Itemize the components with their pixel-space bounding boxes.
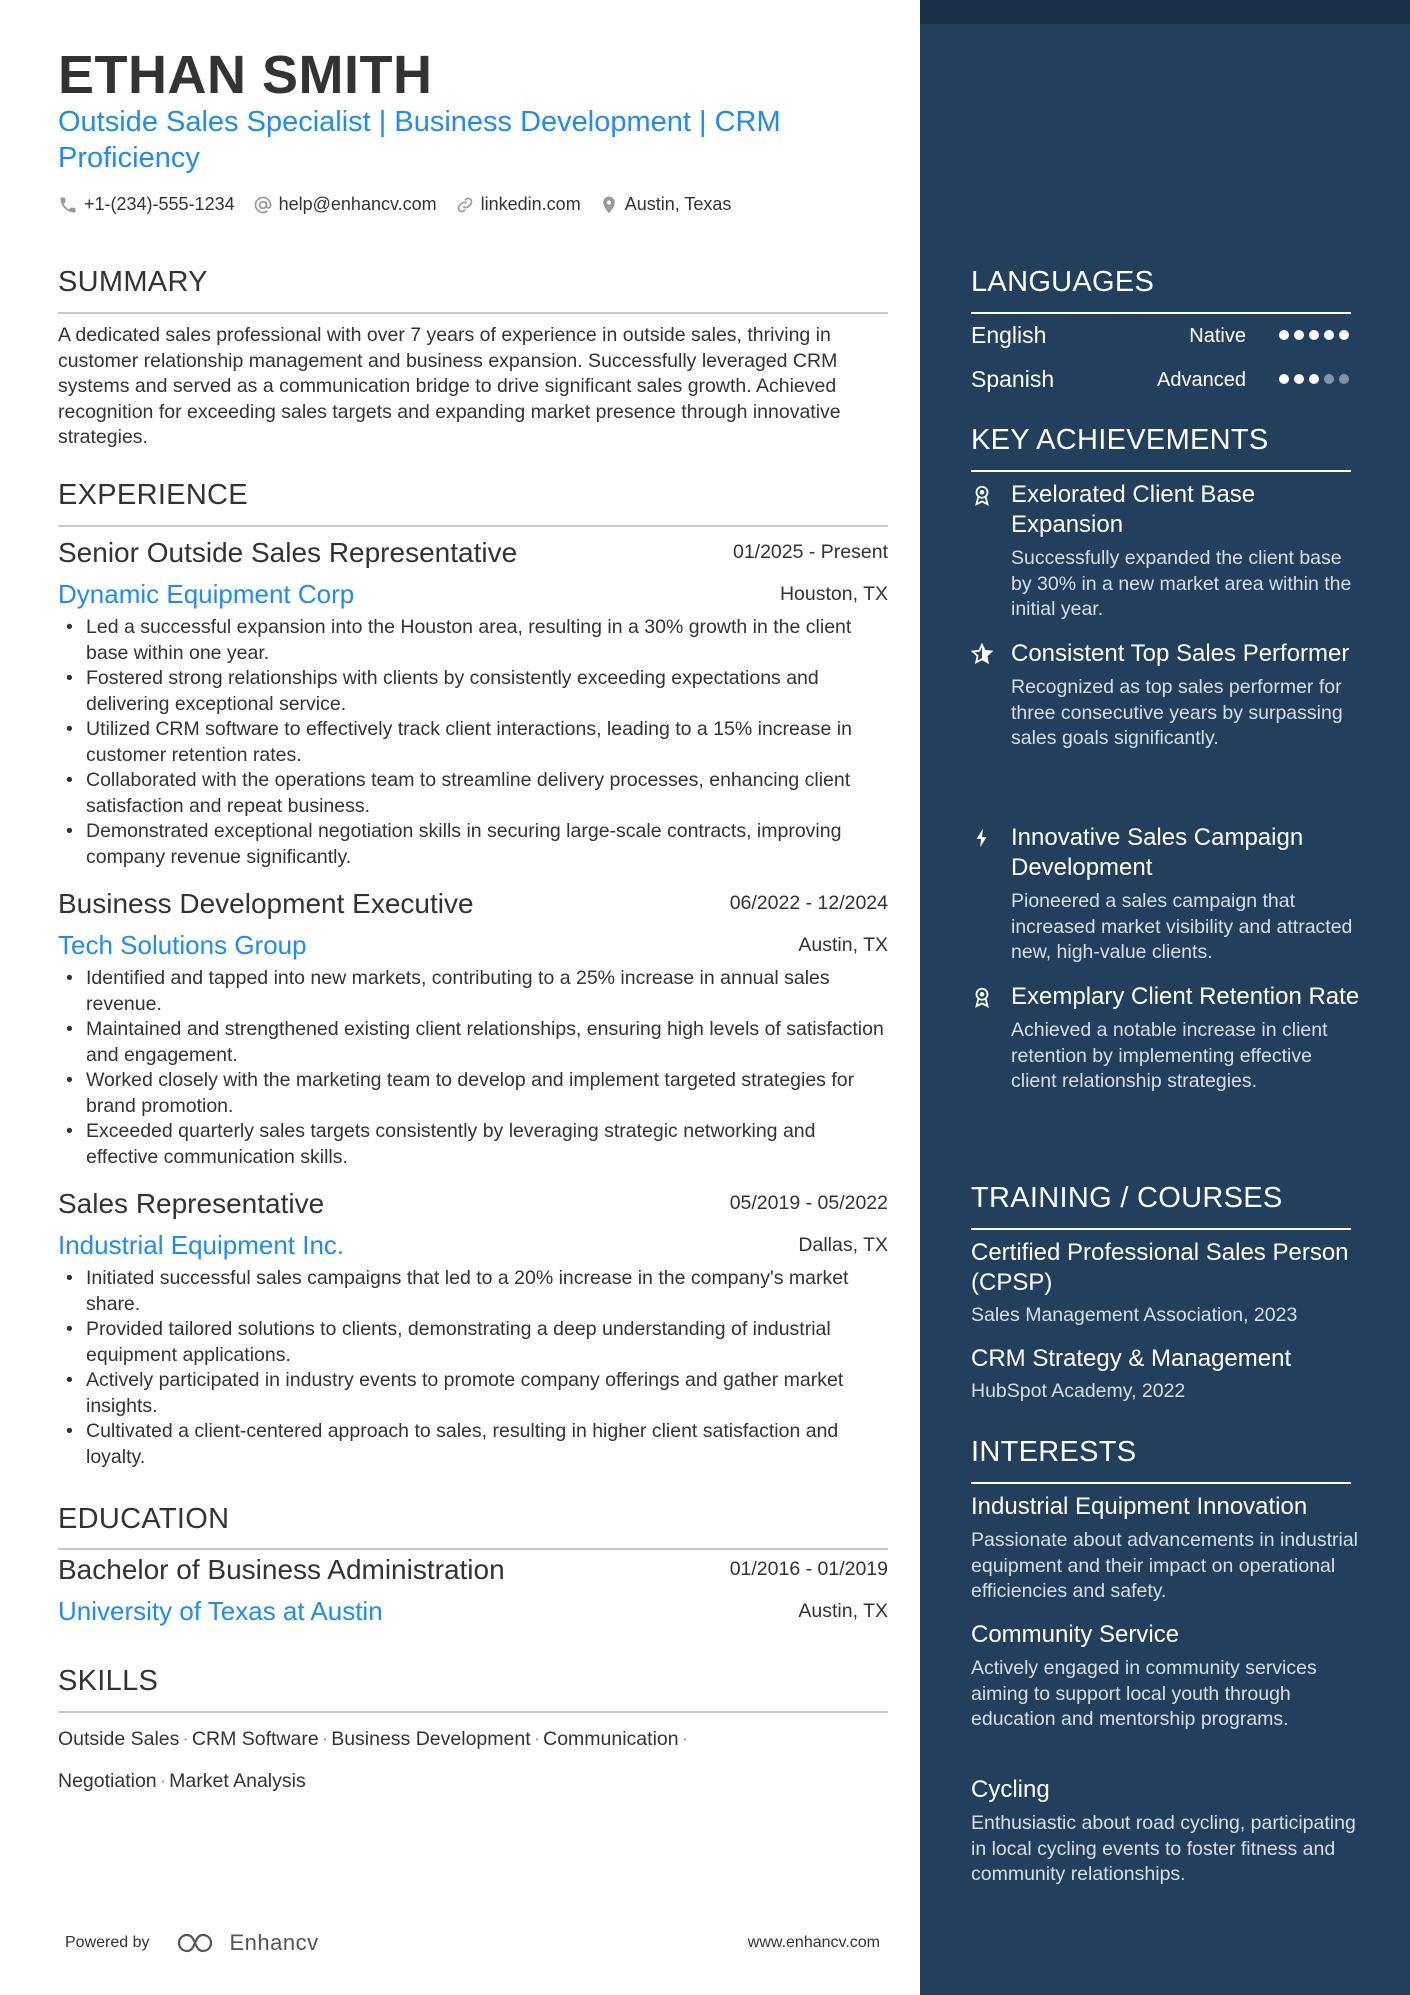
achievement-item — [971, 639, 1361, 752]
rating-dot-filled — [1309, 374, 1319, 384]
footer-powered — [65, 1930, 319, 1956]
achievement-item — [971, 982, 1361, 1095]
rating-dot-filled — [1309, 330, 1319, 340]
section-divider — [971, 1228, 1351, 1230]
education-date: 01/2016 - 01/2019 — [729, 1558, 888, 1580]
location-pin-icon — [599, 195, 619, 215]
skill-tag: Negotiation — [58, 1770, 157, 1792]
skills-list — [58, 1718, 898, 1802]
rating-dot-filled — [1279, 374, 1289, 384]
achievement-desc: Successfully expanded the client base by 30% in a new market area within the initial year. — [1011, 547, 1352, 620]
job-date: 05/2019 - 05/2022 — [729, 1192, 888, 1214]
skill-separator: · — [159, 1770, 167, 1792]
job-bullet: • Fostered strong relationships with clients by consistently exceeding expectations and delivering exceptional service. — [58, 666, 888, 717]
interest-title: Industrial Equipment Innovation — [971, 1493, 1308, 1520]
language-row — [971, 366, 1351, 398]
job-bullets — [58, 1266, 888, 1470]
language-rating — [1279, 330, 1349, 340]
section-divider — [58, 1711, 888, 1713]
section-divider — [971, 470, 1351, 472]
skill-separator: · — [681, 1728, 689, 1750]
rating-dot-empty — [1324, 374, 1334, 384]
section-title-training: TRAINING / COURSES — [971, 1182, 1283, 1214]
star-icon — [971, 643, 993, 665]
job-title: Business Development Executive — [58, 888, 474, 919]
skill-separator: · — [321, 1728, 329, 1750]
degree: Bachelor of Business Administration — [58, 1554, 505, 1585]
achievement-title: Innovative Sales Campaign Development — [1011, 824, 1304, 881]
job-location: Austin, TX — [798, 934, 888, 956]
language-level: Native — [1189, 325, 1246, 347]
job-title: Sales Representative — [58, 1188, 325, 1219]
job-title: Senior Outside Sales Representative — [58, 537, 518, 568]
job-bullet: • Demonstrated exceptional negotiation skills in securing large-scale contracts, improving company revenue significantly. — [58, 819, 888, 870]
job-bullet: • Cultivated a client-centered approach to sales, resulting in higher client satisfaction and loyalty. — [58, 1419, 888, 1470]
interest-desc: Passionate about advancements in industrial equipment and their impact on operational efficiencies and safety. — [971, 1529, 1358, 1602]
job-company: Industrial Equipment Inc. — [58, 1230, 345, 1260]
skill-separator: · — [182, 1728, 189, 1750]
skill-tag: Business Development — [331, 1728, 531, 1750]
education-entry — [58, 1554, 888, 1632]
interest-title: Community Service — [971, 1621, 1180, 1648]
contact-email[interactable] — [253, 194, 437, 215]
rating-dot-filled — [1279, 330, 1289, 340]
job-bullet: • Led a successful expansion into the Houston area, resulting in a 30% growth in the client base within one year. — [58, 615, 888, 666]
interest-item — [971, 1775, 1361, 1888]
interest-title: Cycling — [971, 1776, 1050, 1803]
contact-phone[interactable] — [58, 194, 235, 215]
job-date: 06/2022 - 12/2024 — [729, 892, 888, 914]
job-bullets — [58, 966, 888, 1170]
section-divider — [58, 525, 888, 527]
contact-email-text: help@enhancv.com — [278, 194, 437, 214]
section-title-experience: EXPERIENCE — [58, 479, 248, 511]
powered-by-label: Powered by — [65, 1934, 150, 1951]
language-level: Advanced — [1157, 369, 1246, 391]
achievement-item — [971, 480, 1361, 623]
contact-linkedin[interactable] — [455, 194, 581, 215]
rating-dot-filled — [1294, 330, 1304, 340]
summary-text: A dedicated sales professional with over 7 years of experience in outside sales, thriving in customer relationship management and business expansion. Successfully leveraged CRM systems and served as a communication bridge to drive significant sales growth. Achieved recognition for exceeding sales targets and expanding market presence through innovative strategies. — [58, 324, 841, 448]
contact-linkedin-text: linkedin.com — [480, 194, 581, 214]
education-location: Austin, TX — [798, 1600, 888, 1622]
rating-dot-filled — [1294, 374, 1304, 384]
job-bullet: • Actively participated in industry events to promote company offerings and gather market insights. — [58, 1368, 888, 1419]
phone-icon — [58, 195, 78, 215]
course-title: Certified Professional Sales Person (CPSP) — [971, 1239, 1349, 1296]
job-bullet: • Identified and tapped into new markets, contributing to a 25% increase in annual sales revenue. — [58, 966, 888, 1017]
brand-logo[interactable] — [176, 1930, 319, 1956]
link-icon — [455, 195, 475, 215]
experience-entry — [58, 1188, 888, 1470]
job-bullet: • Collaborated with the operations team to streamline delivery processes, enhancing client satisfaction and repeat business. — [58, 768, 888, 819]
section-divider — [58, 312, 888, 314]
skill-tag: Market Analysis — [169, 1770, 306, 1792]
interest-desc: Enthusiastic about road cycling, participating in local cycling events to foster fitness and community relationships. — [971, 1812, 1356, 1885]
sidebar — [920, 0, 1410, 1995]
candidate-name: ETHAN SMITH — [58, 45, 433, 105]
contact-bar — [58, 194, 731, 215]
achievement-title: Consistent Top Sales Performer — [1011, 640, 1350, 667]
job-bullet: • Worked closely with the marketing team to develop and implement targeted strategies for brand promotion. — [58, 1068, 888, 1119]
section-divider — [971, 312, 1351, 314]
section-divider — [58, 1548, 888, 1550]
skill-tag: Communication — [543, 1728, 679, 1750]
contact-phone-text: +1-(234)-555-1234 — [84, 194, 235, 214]
language-row — [971, 322, 1351, 354]
rating-dot-filled — [1339, 330, 1349, 340]
section-title-skills: SKILLS — [58, 1665, 159, 1697]
achievement-desc: Achieved a notable increase in client retention by implementing effective client relationship strategies. — [1011, 1019, 1328, 1092]
achievement-title: Exemplary Client Retention Rate — [1011, 983, 1360, 1010]
section-title-languages: LANGUAGES — [971, 266, 1155, 298]
brand-name: Enhancv — [229, 1930, 319, 1955]
job-bullet: • Exceeded quarterly sales targets consistently by leveraging strategic networking and effective communication skills. — [58, 1119, 888, 1170]
skill-separator: · — [533, 1728, 541, 1750]
course-item — [971, 1238, 1361, 1328]
skill-tag: CRM Software — [191, 1728, 319, 1750]
skill-tag: Outside Sales — [58, 1728, 180, 1750]
achievement-item — [971, 823, 1361, 966]
enhancv-logo-icon — [176, 1931, 222, 1955]
section-divider — [971, 1482, 1351, 1484]
interest-item — [971, 1620, 1361, 1733]
job-date: 01/2025 - Present — [732, 541, 888, 563]
achievement-desc: Pioneered a sales campaign that increased market visibility and attracted new, high-value clients. — [1011, 890, 1353, 963]
job-bullet: • Maintained and strengthened existing client relationships, ensuring high levels of satisfaction and engagement. — [58, 1017, 888, 1068]
interest-desc: Actively engaged in community services aiming to support local youth through education and mentorship programs. — [971, 1657, 1317, 1730]
award-ribbon-icon — [971, 986, 993, 1008]
experience-entry — [58, 537, 888, 870]
job-company: Dynamic Equipment Corp — [58, 579, 355, 609]
section-title-achievements: KEY ACHIEVEMENTS — [971, 424, 1269, 456]
course-item — [971, 1344, 1361, 1404]
language-name: Spanish — [971, 366, 1055, 392]
job-bullet: • Provided tailored solutions to clients, demonstrating a deep understanding of industrial equipment applications. — [58, 1317, 888, 1368]
job-location: Houston, TX — [779, 583, 888, 605]
job-company: Tech Solutions Group — [58, 930, 307, 960]
headline: Outside Sales Specialist | Business Development | CRM Proficiency — [58, 106, 781, 174]
achievement-title: Exelorated Client Base Expansion — [1011, 481, 1256, 538]
language-name: English — [971, 322, 1047, 348]
contact-location — [599, 194, 732, 215]
footer-url[interactable]: www.enhancv.com — [747, 1934, 880, 1951]
contact-location-text: Austin, Texas — [624, 194, 732, 214]
course-provider: Sales Management Association, 2023 — [971, 1304, 1298, 1326]
experience-entry — [58, 888, 888, 1170]
interest-item — [971, 1492, 1361, 1605]
achievement-desc: Recognized as top sales performer for three consecutive years by surpassing sales goals significantly. — [1011, 676, 1343, 749]
course-provider: HubSpot Academy, 2022 — [971, 1380, 1186, 1402]
school: University of Texas at Austin — [58, 1596, 383, 1626]
job-bullets — [58, 615, 888, 870]
job-bullet: • Utilized CRM software to effectively track client interactions, leading to a 15% increase in customer retention rates. — [58, 717, 888, 768]
section-title-interests: INTERESTS — [971, 1436, 1137, 1468]
course-title: CRM Strategy & Management — [971, 1345, 1292, 1372]
section-title-summary: SUMMARY — [58, 266, 208, 298]
sidebar-top-bar — [920, 0, 1410, 24]
lightning-bolt-icon — [971, 827, 993, 849]
language-rating — [1279, 374, 1349, 384]
rating-dot-filled — [1324, 330, 1334, 340]
job-bullet: • Initiated successful sales campaigns that led to a 20% increase in the company's market share. — [58, 1266, 888, 1317]
section-title-education: EDUCATION — [58, 1503, 230, 1535]
job-location: Dallas, TX — [798, 1234, 888, 1256]
award-ribbon-icon — [971, 484, 993, 506]
at-icon — [253, 195, 273, 215]
rating-dot-empty — [1339, 374, 1349, 384]
